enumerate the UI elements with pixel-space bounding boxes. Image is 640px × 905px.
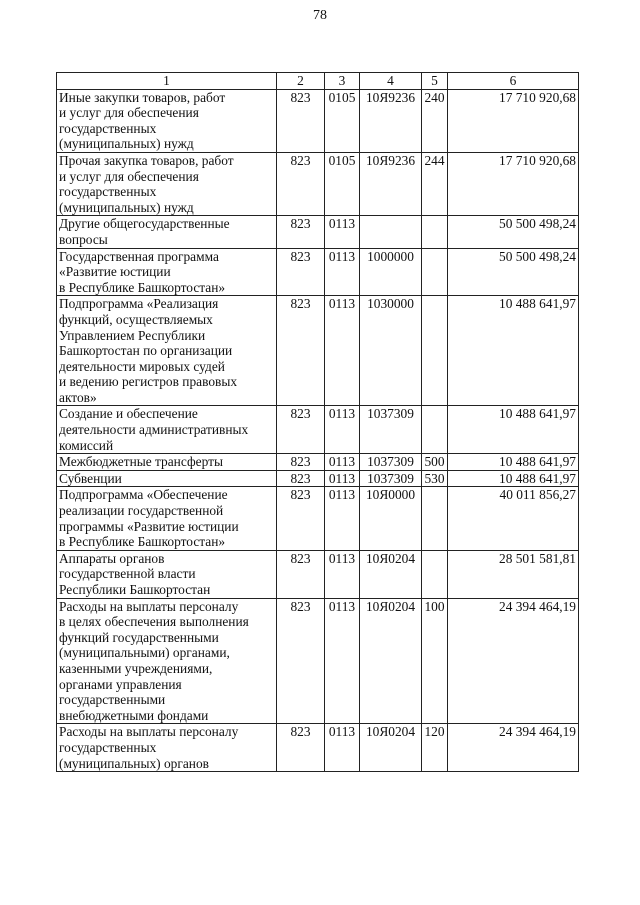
row-amount-cell: 17 710 920,68	[448, 89, 579, 152]
row-code-3-cell: 0113	[325, 296, 360, 406]
table-row	[57, 470, 579, 487]
table-row	[57, 248, 579, 296]
row-code-3-cell: 0113	[325, 598, 360, 724]
row-name-cell: Расходы на выплаты персоналу в целях обеспечения выполнения функций государственными (муниципальными) органами, казенными учреждениями, органами управления государственными внебюджетными фондами	[57, 598, 277, 724]
row-code-4-cell	[360, 216, 422, 248]
row-amount-cell: 50 500 498,24	[448, 248, 579, 296]
row-code-3-cell: 0113	[325, 248, 360, 296]
row-name-cell: Государственная программа «Развитие юстиции в Республике Башкортостан»	[57, 248, 277, 296]
row-amount-cell: 50 500 498,24	[448, 216, 579, 248]
row-code-4-cell: 10Я9236	[360, 89, 422, 152]
row-code-2-cell: 823	[277, 550, 325, 598]
budget-table	[56, 72, 579, 772]
row-code-3-cell: 0113	[325, 724, 360, 772]
row-code-4-cell: 10Я0204	[360, 724, 422, 772]
row-code-4-cell: 1000000	[360, 248, 422, 296]
row-amount-cell: 40 011 856,27	[448, 487, 579, 550]
row-code-3-cell: 0113	[325, 550, 360, 598]
row-code-5-cell: 120	[422, 724, 448, 772]
row-code-5-cell	[422, 550, 448, 598]
table-row	[57, 152, 579, 215]
table-row	[57, 550, 579, 598]
table-row	[57, 406, 579, 454]
header-cell-3: 3	[325, 73, 360, 90]
row-amount-cell: 10 488 641,97	[448, 296, 579, 406]
row-code-2-cell: 823	[277, 152, 325, 215]
row-code-4-cell: 10Я0204	[360, 598, 422, 724]
row-code-5-cell	[422, 216, 448, 248]
header-cell-1: 1	[57, 73, 277, 90]
table-row	[57, 216, 579, 248]
row-amount-cell: 10 488 641,97	[448, 454, 579, 471]
row-code-2-cell: 823	[277, 248, 325, 296]
row-code-4-cell: 1037309	[360, 470, 422, 487]
table-row	[57, 487, 579, 550]
row-name-cell: Субвенции	[57, 470, 277, 487]
row-amount-cell: 17 710 920,68	[448, 152, 579, 215]
row-code-3-cell: 0113	[325, 454, 360, 471]
row-code-2-cell: 823	[277, 406, 325, 454]
row-amount-cell: 24 394 464,19	[448, 598, 579, 724]
row-name-cell: Подпрограмма «Обеспечение реализации государственной программы «Развитие юстиции в Республике Башкортостан»	[57, 487, 277, 550]
header-cell-2: 2	[277, 73, 325, 90]
row-code-3-cell: 0113	[325, 487, 360, 550]
row-code-4-cell: 10Я9236	[360, 152, 422, 215]
row-code-5-cell: 530	[422, 470, 448, 487]
row-name-cell: Аппараты органов государственной власти Республики Башкортостан	[57, 550, 277, 598]
row-code-2-cell: 823	[277, 454, 325, 471]
row-code-5-cell: 500	[422, 454, 448, 471]
row-code-4-cell: 1030000	[360, 296, 422, 406]
row-code-3-cell: 0105	[325, 152, 360, 215]
row-code-5-cell: 244	[422, 152, 448, 215]
table-row	[57, 724, 579, 772]
header-cell-5: 5	[422, 73, 448, 90]
row-code-2-cell: 823	[277, 724, 325, 772]
table-row	[57, 454, 579, 471]
table-row	[57, 89, 579, 152]
row-code-2-cell: 823	[277, 216, 325, 248]
row-code-4-cell: 1037309	[360, 406, 422, 454]
row-code-3-cell: 0113	[325, 216, 360, 248]
row-name-cell: Подпрограмма «Реализация функций, осуществляемых Управлением Республики Башкортостан по организации деятельности мировых судей и ведению регистров правовых актов»	[57, 296, 277, 406]
row-code-5-cell	[422, 248, 448, 296]
row-code-2-cell: 823	[277, 89, 325, 152]
row-amount-cell: 24 394 464,19	[448, 724, 579, 772]
row-code-3-cell: 0105	[325, 89, 360, 152]
row-name-cell: Межбюджетные трансферты	[57, 454, 277, 471]
row-amount-cell: 10 488 641,97	[448, 470, 579, 487]
row-code-2-cell: 823	[277, 598, 325, 724]
row-code-5-cell	[422, 406, 448, 454]
table-row	[57, 296, 579, 406]
row-code-4-cell: 10Я0000	[360, 487, 422, 550]
row-code-2-cell: 823	[277, 470, 325, 487]
row-name-cell: Иные закупки товаров, работ и услуг для обеспечения государственных (муниципальных) нужд	[57, 89, 277, 152]
row-code-5-cell	[422, 296, 448, 406]
row-amount-cell: 10 488 641,97	[448, 406, 579, 454]
table-body	[57, 73, 579, 772]
row-code-3-cell: 0113	[325, 470, 360, 487]
row-code-2-cell: 823	[277, 296, 325, 406]
row-code-5-cell: 240	[422, 89, 448, 152]
row-amount-cell: 28 501 581,81	[448, 550, 579, 598]
row-code-5-cell	[422, 487, 448, 550]
row-name-cell: Прочая закупка товаров, работ и услуг для обеспечения государственных (муниципальных) нужд	[57, 152, 277, 215]
header-cell-6: 6	[448, 73, 579, 90]
table-header-row	[57, 73, 579, 90]
table-row	[57, 598, 579, 724]
row-name-cell: Создание и обеспечение деятельности административных комиссий	[57, 406, 277, 454]
row-code-4-cell: 1037309	[360, 454, 422, 471]
row-code-5-cell: 100	[422, 598, 448, 724]
row-code-4-cell: 10Я0204	[360, 550, 422, 598]
row-name-cell: Другие общегосударственные вопросы	[57, 216, 277, 248]
row-name-cell: Расходы на выплаты персоналу государственных (муниципальных) органов	[57, 724, 277, 772]
row-code-3-cell: 0113	[325, 406, 360, 454]
header-cell-4: 4	[360, 73, 422, 90]
row-code-2-cell: 823	[277, 487, 325, 550]
page-number: 78	[313, 8, 327, 23]
